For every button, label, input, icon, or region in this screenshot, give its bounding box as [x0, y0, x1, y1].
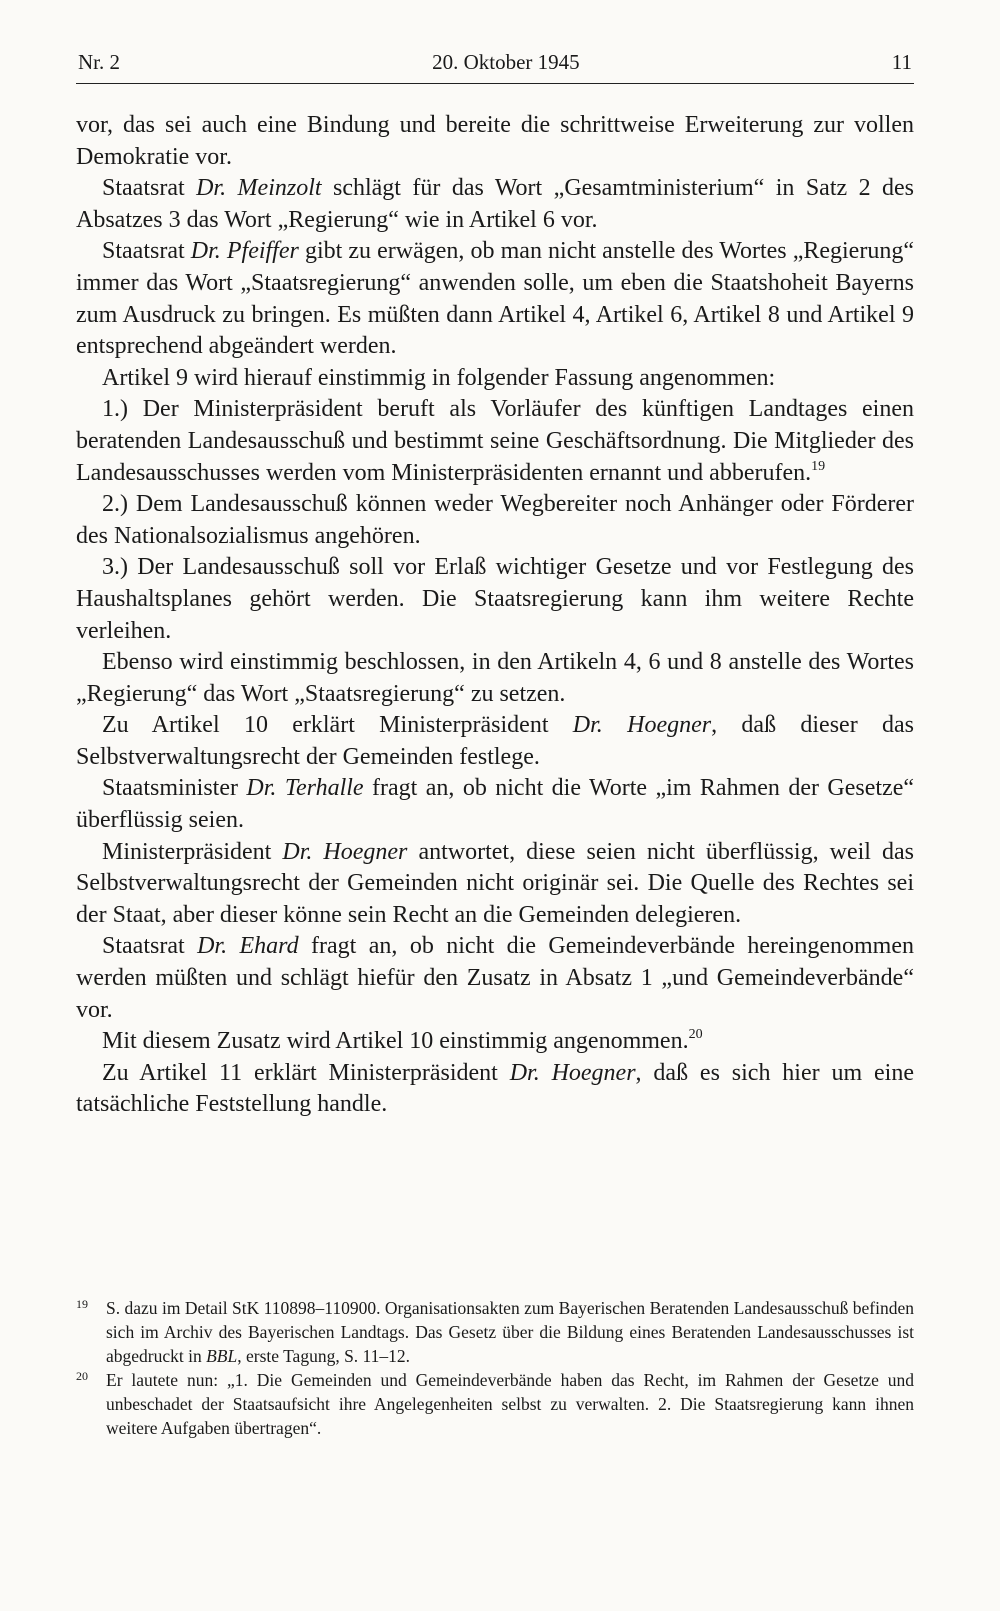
speaker-name: Dr. Ehard: [197, 933, 299, 960]
footnote: [76, 1368, 914, 1440]
body-text: [76, 110, 914, 1121]
footnote-text: Er lautete nun: „1. Die Gemeinden und Gemeindeverbände haben das Recht, im Rahmen der Gesetze und unbeschadet der Staatsaufsicht ihre Angelegenheiten selbst zu verwalten. 2. Die Staatsregierung kann ihnen weitere Aufgaben übertragen“.: [106, 1370, 914, 1438]
paragraph: Zu Artikel 11 erklärt Ministerpräsident Dr. Hoegner, daß es sich hier um eine tatsächliche Feststellung handle.: [76, 1059, 914, 1118]
paragraph: Ministerpräsident Dr. Hoegner antwortet, diese seien nicht überflüssig, weil das Selbstverwaltungsrecht der Gemeinden nicht originär sei. Die Quelle des Rechtes sei der Staat, aber dieser könne sein Recht an die Gemeinden delegieren.: [76, 838, 914, 928]
speaker-name: Dr. Hoegner: [282, 838, 408, 865]
paragraph: Zu Artikel 10 erklärt Ministerpräsident Dr. Hoegner, daß dieser das Selbstverwaltungsrecht der Gemeinden festlege.: [76, 712, 914, 770]
speaker-name: Dr. Pfeiffer: [190, 238, 299, 265]
paragraph: Staatsminister Dr. Terhalle fragt an, ob nicht die Worte „im Rahmen der Gesetze“ überflüssig seien.: [76, 775, 915, 834]
footnote-ref: 20: [688, 1027, 703, 1043]
article-clause: 2.) Dem Landesausschuß können weder Wegbereiter noch Anhänger oder Förderer des Nationalsozialismus angehören.: [76, 491, 914, 549]
article-clause: 1.) Der Ministerpräsident beruft als Vorläufer des künftigen Landtages einen beratenden Landesausschuß und bestimmt seine Geschäftsordnung. Die Mitglieder des Landesausschusses werden vom Ministerpräsidenten ernannt und abberufen.$^{19}$: [76, 396, 914, 486]
speaker-name: Dr. Terhalle: [246, 775, 364, 802]
paragraph: Artikel 9 wird hierauf einstimmig in folgender Fassung angenommen:: [102, 364, 776, 391]
footnotes: [76, 1296, 914, 1440]
header-date: 20. Oktober 1945: [432, 50, 580, 74]
paragraph: Staatsrat Dr. Meinzolt schlägt für das Wort „Gesamtministerium“ in Satz 2 des Absatzes 3 das Wort „Regierung“ wie in Artikel 6 vor.: [76, 175, 915, 233]
paragraph: Mit diesem Zusatz wird Artikel 10 einstimmig angenommen.$^{20}$: [102, 1027, 703, 1055]
footnote-text: S. dazu im Detail StK 110898–110900. Organisationsakten zum Bayerischen Beratenden Landesausschuß befinden sich im Archiv des Bayerischen Landtags. Das Gesetz über die Bildung eines Beratenden Landesausschusses ist abgedruckt in BBL, erste Tagung, S. 11–12.: [106, 1298, 914, 1366]
footnote-number: 19: [76, 1297, 88, 1311]
paragraph: Staatsrat Dr. Pfeiffer gibt zu erwägen, ob man nicht anstelle des Wortes „Regierung“ immer das Wort „Staatsregierung“ anwenden solle, um eben die Staatshoheit Bayerns zum Ausdruck zu bringen. Es müßten dann Artikel 4, Artikel 6, Artikel 8 und Artikel 9 entsprechend abgeändert werden.: [76, 238, 914, 360]
page: [76, 50, 914, 1121]
article-clause: 3.) Der Landesausschuß soll vor Erlaß wichtiger Gesetze und vor Festlegung des Haushaltsplanes gehört werden. Die Staatsregierung kann ihm weitere Rechte verleihen.: [76, 554, 914, 644]
paragraph: Ebenso wird einstimmig beschlossen, in den Artikeln 4, 6 und 8 anstelle des Wortes „Regierung“ das Wort „Staatsregierung“ zu setzen.: [76, 649, 914, 707]
speaker-name: Dr. Meinzolt: [196, 175, 322, 202]
speaker-name: Dr. Hoegner: [572, 712, 712, 739]
issue-number: Nr. 2: [78, 50, 120, 74]
footnote-number: 20: [76, 1369, 88, 1383]
footnote-ref: 19: [811, 458, 826, 474]
running-header: [76, 50, 914, 84]
footnote: [76, 1296, 914, 1368]
paragraph: Staatsrat Dr. Ehard fragt an, ob nicht die Gemeindeverbände hereingenommen werden müßten und schlägt hiefür den Zusatz in Absatz 1 „und Gemeindeverbände“ vor.: [76, 933, 914, 1023]
paragraph: vor, das sei auch eine Bindung und bereite die schrittweise Erweiterung zur vollen Demokratie vor.: [76, 112, 914, 170]
speaker-name: Dr. Hoegner: [509, 1059, 636, 1086]
page-number: 11: [891, 50, 912, 74]
